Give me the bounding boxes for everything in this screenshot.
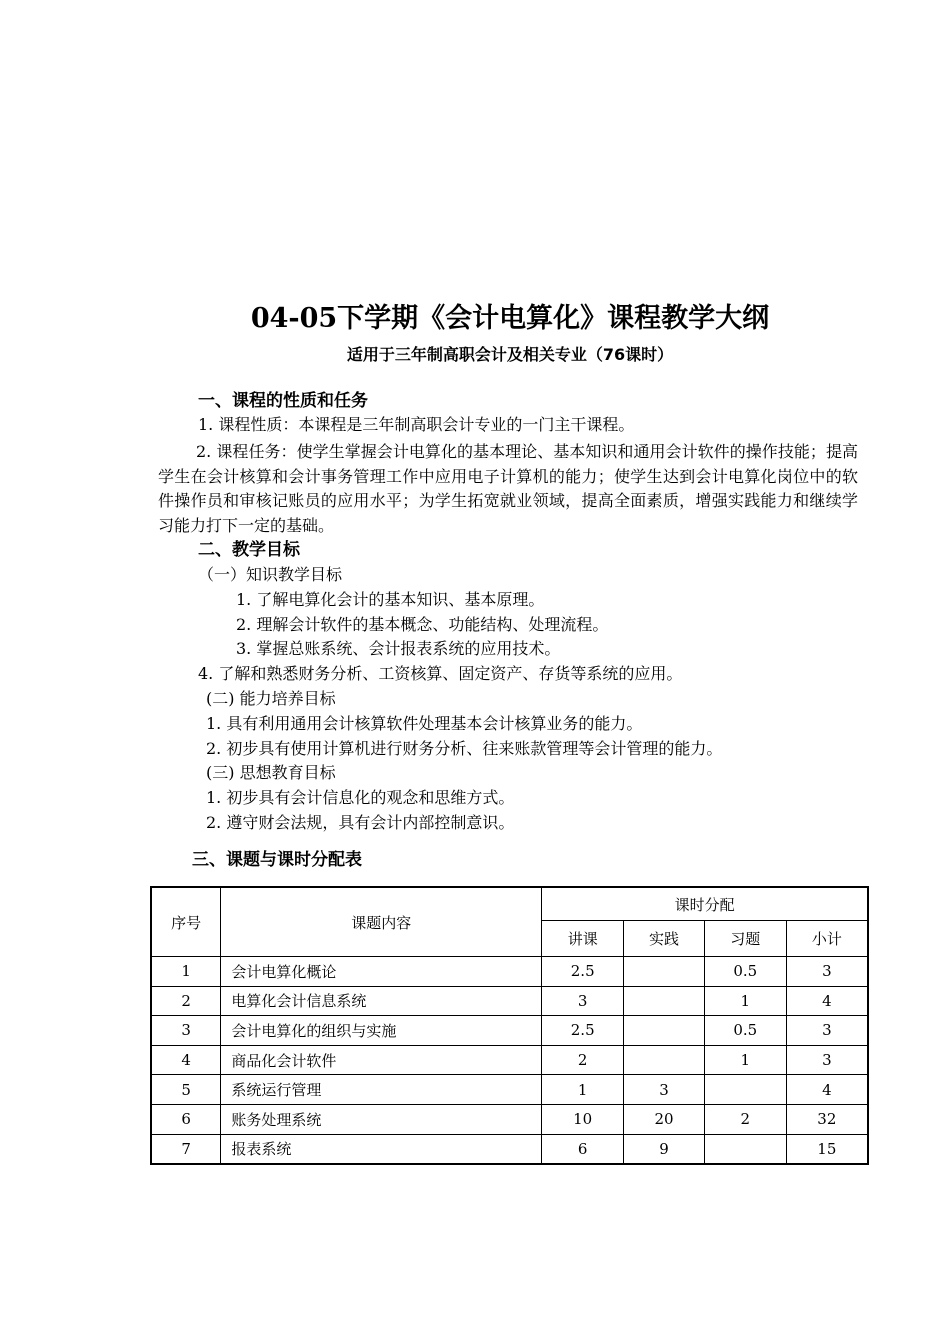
table-header-row xyxy=(151,887,868,921)
cell-exercise: 0.5 xyxy=(704,957,786,987)
cell-subtotal: 3 xyxy=(786,957,868,987)
cell-no: 7 xyxy=(151,1134,221,1164)
section1-item1: 1. 课程性质：本课程是三年制高职会计专业的一门主干课程。 xyxy=(198,415,635,434)
cell-no: 3 xyxy=(151,1016,221,1046)
cell-lecture: 3 xyxy=(542,986,624,1016)
cell-practice xyxy=(624,1016,705,1046)
header-content: 课题内容 xyxy=(221,887,542,957)
cell-content: 账务处理系统 xyxy=(221,1104,542,1134)
cell-lecture: 10 xyxy=(542,1104,624,1134)
cell-lecture: 2 xyxy=(542,1045,624,1075)
cell-exercise xyxy=(704,1075,786,1105)
cell-no: 2 xyxy=(151,986,221,1016)
section3-heading: 三、课题与课时分配表 xyxy=(192,850,362,870)
cell-exercise: 2 xyxy=(704,1104,786,1134)
header-hours-group: 课时分配 xyxy=(542,887,868,921)
section2-sub1-item: 1. 了解电算化会计的基本知识、基本原理。 xyxy=(236,590,545,609)
section2-sub3: (三) 思想教育目标 xyxy=(206,763,336,782)
section2-sub3-item: 1. 初步具有会计信息化的观念和思维方式。 xyxy=(206,788,515,807)
cell-content: 会计电算化的组织与实施 xyxy=(221,1016,542,1046)
cell-exercise: 0.5 xyxy=(704,1016,786,1046)
section1-heading: 一、课程的性质和任务 xyxy=(198,391,368,411)
document-title: 04-05下学期《会计电算化》课程教学大纲 xyxy=(250,303,770,334)
cell-practice: 20 xyxy=(624,1104,705,1134)
cell-subtotal: 4 xyxy=(786,986,868,1016)
section2-sub2-item: 2. 初步具有使用计算机进行财务分析、往来账款管理等会计管理的能力。 xyxy=(206,739,723,758)
cell-content: 会计电算化概论 xyxy=(221,957,542,987)
section2-heading: 二、教学目标 xyxy=(198,540,300,560)
cell-lecture: 6 xyxy=(542,1134,624,1164)
cell-no: 1 xyxy=(151,957,221,987)
table-row xyxy=(151,1016,868,1046)
table-row xyxy=(151,1104,868,1134)
cell-exercise: 1 xyxy=(704,1045,786,1075)
section1-item2: 2. 课程任务：使学生掌握会计电算化的基本理论、基本知识和通用会计软件的操作技能；提高学生在会计核算和会计事务管理工作中应用电子计算机的能力；使学生达到会计电算化岗位中的软件操作员和审核记账员的应用水平；为学生拓宽就业领域，提高全面素质，增强实践能力和继续学习能力打下一定的基础。 xyxy=(158,442,858,535)
section2-sub1: （一）知识教学目标 xyxy=(198,565,343,584)
cell-subtotal: 15 xyxy=(786,1134,868,1164)
cell-lecture: 2.5 xyxy=(542,957,624,987)
cell-content: 系统运行管理 xyxy=(221,1075,542,1105)
header-exercise: 习题 xyxy=(704,921,786,957)
cell-lecture: 2.5 xyxy=(542,1016,624,1046)
cell-subtotal: 32 xyxy=(786,1104,868,1134)
header-no: 序号 xyxy=(151,887,221,957)
section2-sub2: (二) 能力培养目标 xyxy=(206,689,336,708)
table-row xyxy=(151,957,868,987)
header-subtotal: 小计 xyxy=(786,921,868,957)
table-row xyxy=(151,986,868,1016)
section2-item4: 4. 了解和熟悉财务分析、工资核算、固定资产、存货等系统的应用。 xyxy=(198,664,683,683)
cell-practice xyxy=(624,986,705,1016)
header-lecture: 讲课 xyxy=(542,921,624,957)
table-row xyxy=(151,1045,868,1075)
cell-content: 电算化会计信息系统 xyxy=(221,986,542,1016)
table-row xyxy=(151,1075,868,1105)
cell-practice: 3 xyxy=(624,1075,705,1105)
section2-sub2-item: 1. 具有利用通用会计核算软件处理基本会计核算业务的能力。 xyxy=(206,714,643,733)
cell-no: 5 xyxy=(151,1075,221,1105)
cell-no: 4 xyxy=(151,1045,221,1075)
section2-sub1-item: 3. 掌握总账系统、会计报表系统的应用技术。 xyxy=(236,639,561,658)
cell-no: 6 xyxy=(151,1104,221,1134)
table-row xyxy=(151,1134,868,1164)
cell-content: 商品化会计软件 xyxy=(221,1045,542,1075)
cell-practice: 9 xyxy=(624,1134,705,1164)
cell-content: 报表系统 xyxy=(221,1134,542,1164)
cell-subtotal: 3 xyxy=(786,1045,868,1075)
cell-practice xyxy=(624,957,705,987)
cell-exercise: 1 xyxy=(704,986,786,1016)
cell-exercise xyxy=(704,1134,786,1164)
cell-practice xyxy=(624,1045,705,1075)
section2-sub3-item: 2. 遵守财会法规，具有会计内部控制意识。 xyxy=(206,813,515,832)
section2-sub1-item: 2. 理解会计软件的基本概念、功能结构、处理流程。 xyxy=(236,615,609,634)
document-subtitle: 适用于三年制高职会计及相关专业（76课时） xyxy=(346,345,674,364)
hours-allocation-table xyxy=(150,886,869,1165)
header-practice: 实践 xyxy=(624,921,705,957)
cell-subtotal: 3 xyxy=(786,1016,868,1046)
cell-subtotal: 4 xyxy=(786,1075,868,1105)
cell-lecture: 1 xyxy=(542,1075,624,1105)
